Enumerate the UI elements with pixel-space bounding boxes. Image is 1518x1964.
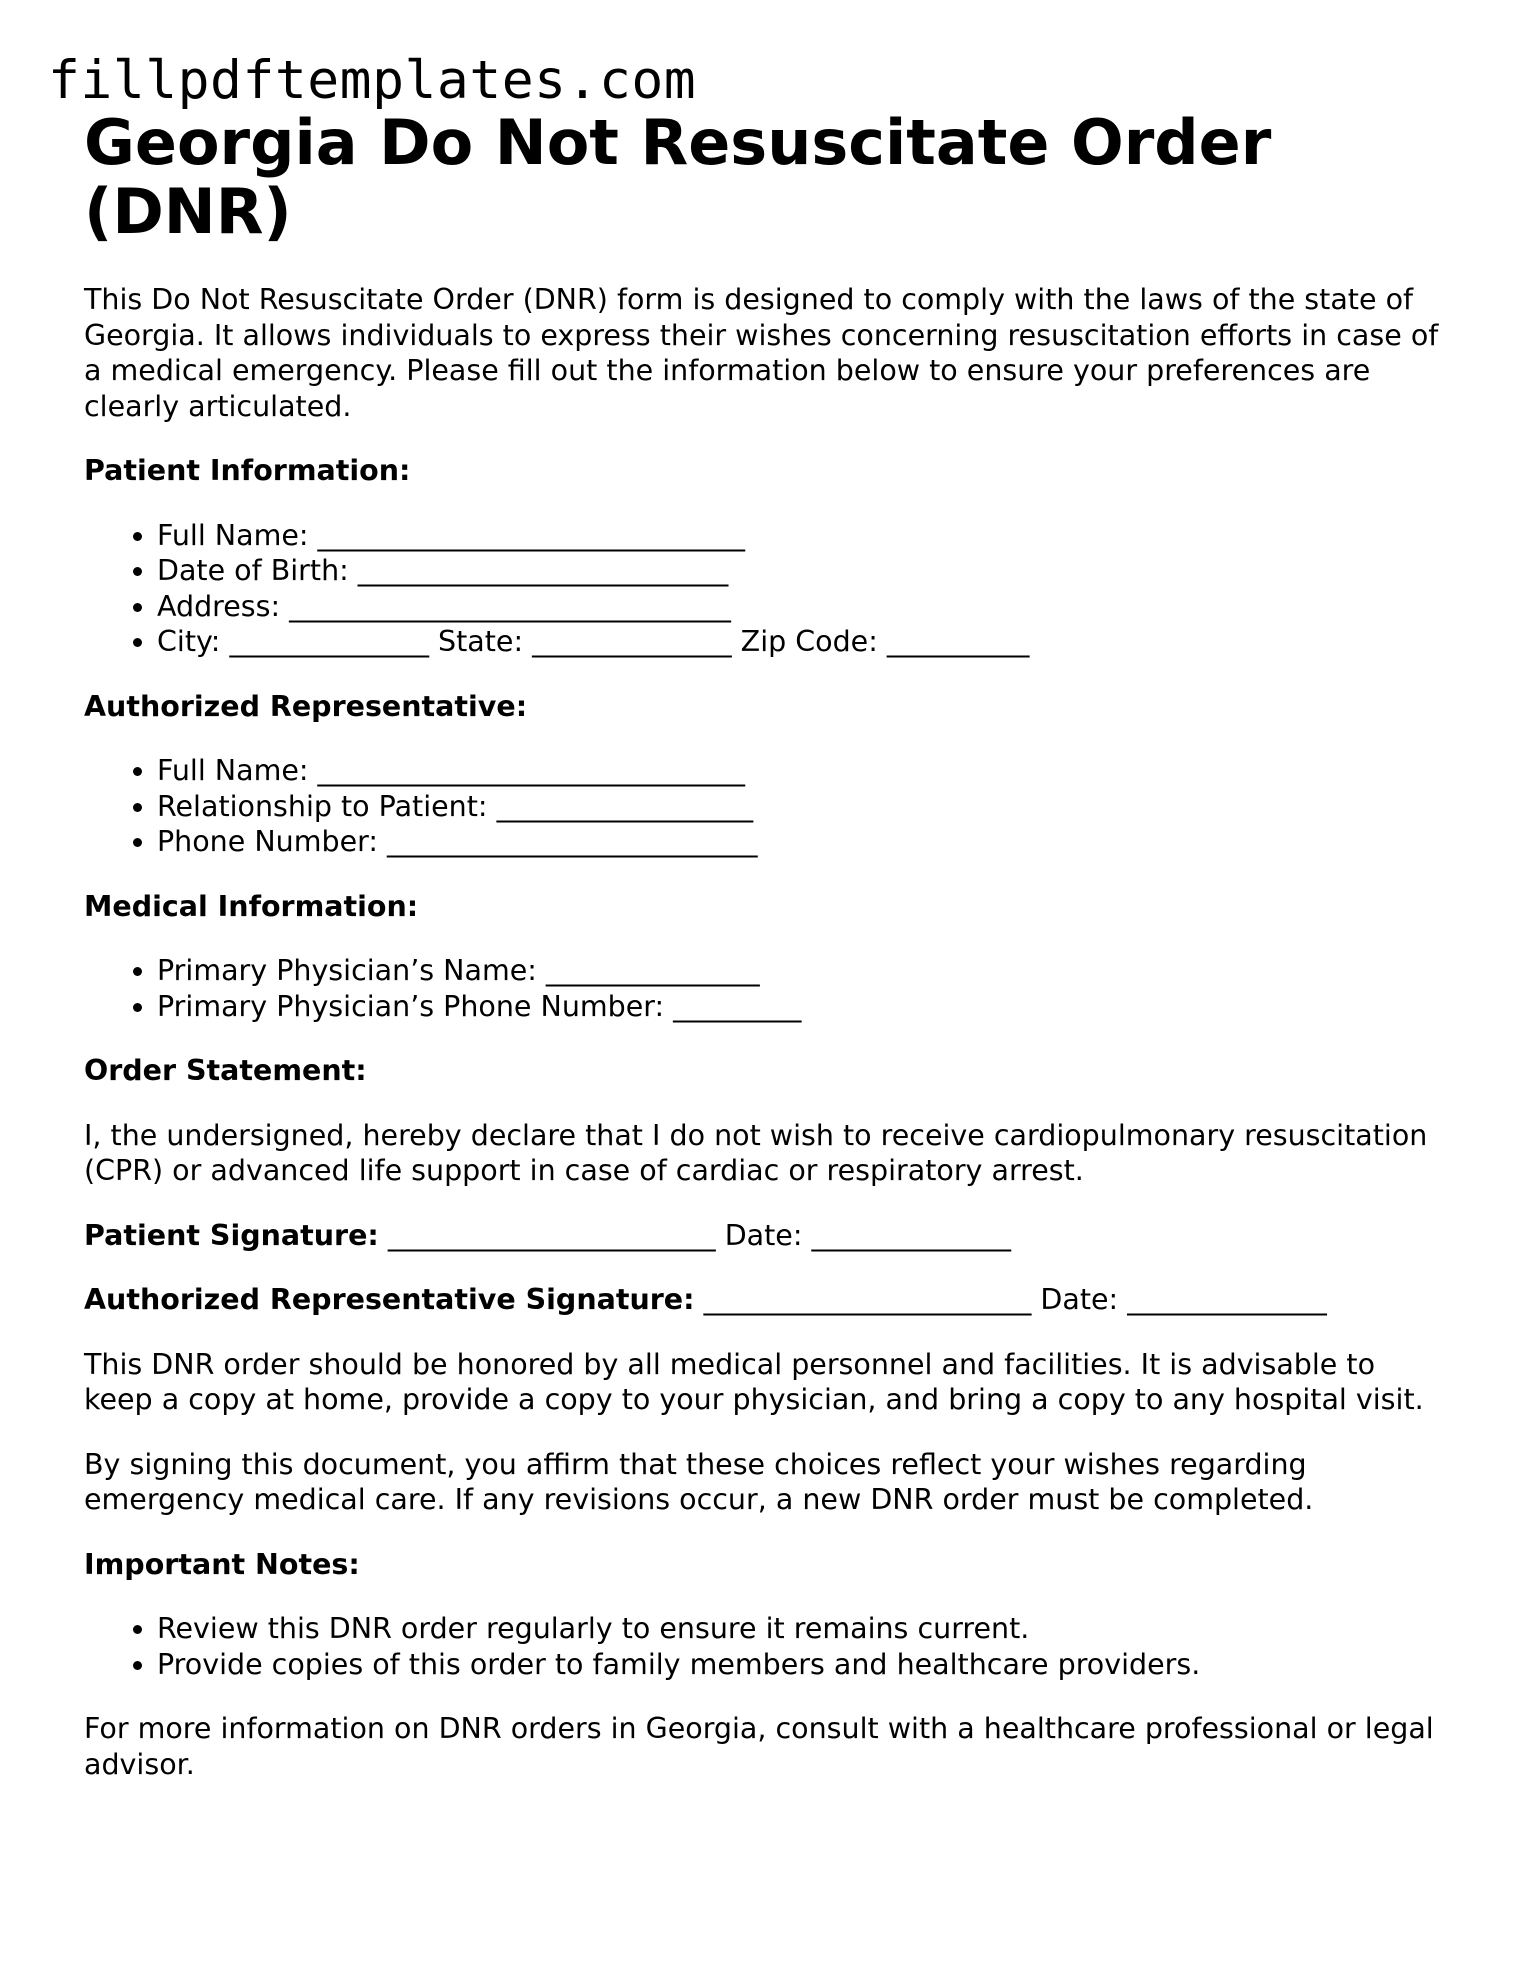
section-heading-authorized-representative: Authorized Representative: xyxy=(84,689,528,723)
medical-information-list xyxy=(84,953,1444,1024)
field-representative-full-name: • Full Name: ______________________________ xyxy=(157,753,1444,789)
honor-paragraph: This DNR order should be honored by all medical personnel and facilities. It is advisable to keep a copy at home, provide a copy to your physician, and bring a copy to any hospital visit. xyxy=(84,1347,1424,1416)
patient-information-list xyxy=(84,518,1444,660)
representative-signature-blank: _______________________ Date: ______________ xyxy=(694,1283,1327,1316)
patient-signature-line xyxy=(84,1218,1444,1254)
field-patient-address: • Address: _______________________________ xyxy=(157,589,1444,625)
patient-signature-blank: _______________________ Date: ______________ xyxy=(378,1218,1011,1252)
representative-signature-label: Authorized Representative Signature: xyxy=(84,1283,695,1316)
note-item: • Provide copies of this order to family members and healthcare providers. xyxy=(157,1647,1444,1683)
section-heading-medical-information: Medical Information: xyxy=(84,889,419,923)
field-physician-phone: • Primary Physician’s Phone Number: _________ xyxy=(157,989,1444,1025)
field-representative-relationship: • Relationship to Patient: __________________ xyxy=(157,789,1444,825)
field-physician-name: • Primary Physician’s Name: _______________ xyxy=(157,953,1444,989)
representative-signature-line xyxy=(84,1282,1444,1318)
watermark-text: fillpdftemplates.com xyxy=(48,50,697,111)
section-heading-order-statement: Order Statement: xyxy=(84,1054,367,1087)
field-patient-city-state-zip: • City: ______________ State: ______________ Zip Code: __________ xyxy=(157,624,1444,660)
representative-list xyxy=(84,753,1444,860)
important-notes-list xyxy=(84,1611,1444,1682)
patient-signature-label: Patient Signature: xyxy=(84,1218,379,1252)
field-patient-date-of-birth: • Date of Birth: __________________________ xyxy=(157,553,1444,589)
field-patient-full-name: • Full Name: ______________________________ xyxy=(157,518,1444,554)
field-representative-phone: • Phone Number: __________________________ xyxy=(157,824,1444,860)
section-heading-patient-information: Patient Information: xyxy=(84,454,411,487)
document-body xyxy=(84,108,1444,1782)
note-item: • Review this DNR order regularly to ensure it remains current. xyxy=(157,1611,1444,1647)
footer-paragraph: For more information on DNR orders in Georgia, consult with a healthcare professional or legal advisor. xyxy=(84,1712,1434,1781)
page-title: Georgia Do Not Resuscitate Order (DNR) xyxy=(84,106,1272,248)
order-statement-text: I, the undersigned, hereby declare that I do not wish to receive cardiopulmonary resuscitation (CPR) or advanced life support in case of cardiac or respiratory arrest. xyxy=(84,1118,1428,1187)
intro-paragraph: This Do Not Resuscitate Order (DNR) form is designed to comply with the laws of the state of Georgia. It allows individuals to express their wishes concerning resuscitation efforts in case of a medical emergency. Please fill out the information below to ensure your preferences are clearly articulated. xyxy=(84,283,1439,423)
affirm-paragraph: By signing this document, you affirm that these choices reflect your wishes regarding emergency medical care. If any revisions occur, a new DNR order must be completed. xyxy=(84,1447,1314,1516)
section-heading-important-notes: Important Notes: xyxy=(84,1547,360,1581)
